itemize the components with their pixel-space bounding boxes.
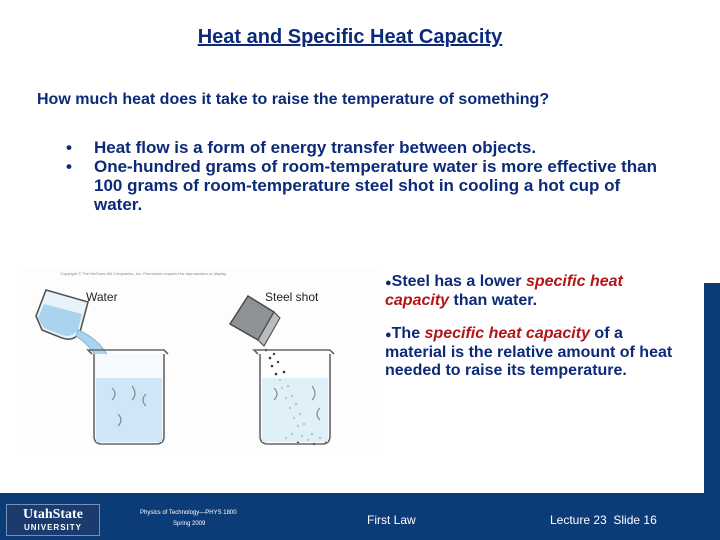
slide-question: How much heat does it take to raise the temperature of something?: [37, 91, 550, 108]
footer-course: Physics of Technology—PHYS 1800: [140, 510, 237, 516]
logo-main-text: UtahState: [23, 507, 83, 522]
note-emphasis: specific heat capacity: [424, 325, 590, 342]
bullet-list: [64, 138, 664, 214]
note-text: than water.: [449, 292, 538, 309]
bullet-text: One-hundred grams of room-temperature water is more effective than 100 grams of room-temperature steel shot in cooling a hot cup of water.: [94, 157, 658, 214]
logo-sub-text: UNIVERSITY: [23, 523, 82, 532]
note-text: of a material is the relative amount of heat needed to raise its temperature.: [385, 325, 673, 379]
note-steel-lower: [385, 273, 685, 310]
bullet-item: [64, 138, 664, 157]
bullet-item: [64, 157, 664, 214]
note-marker-icon: ●: [385, 277, 392, 289]
left-beaker-icon: [88, 350, 168, 444]
right-beaker-icon: [254, 350, 334, 444]
note-definition: [385, 325, 685, 380]
footer-lecture-slide: Lecture 23 Slide 16: [550, 513, 657, 527]
water-steel-illustration: [22, 268, 378, 454]
footer-subject: First Law: [367, 513, 416, 527]
bullet-dot-icon: •: [66, 157, 72, 176]
steel-shot-label: Steel shot: [265, 290, 319, 304]
usu-logo: [6, 504, 100, 536]
bullet-dot-icon: •: [66, 138, 72, 157]
note-marker-icon: ●: [385, 329, 392, 341]
footer-term: Spring 2009: [173, 521, 206, 527]
illustration-svg: [22, 268, 378, 454]
bullet-text: Heat flow is a form of energy transfer between objects.: [94, 138, 537, 157]
note-text: Steel has a lower: [391, 273, 526, 290]
water-label: Water: [86, 290, 118, 304]
note-text: The: [391, 325, 425, 342]
note-emphasis: specific heat capacity: [385, 273, 623, 309]
slide-title: Heat and Specific Heat Capacity: [197, 26, 503, 48]
right-accent-bar: [704, 283, 720, 493]
figure-copyright-caption: Copyright © The McGraw-Hill Companies, Inc. Permission required for reproduction or display.: [60, 271, 227, 276]
